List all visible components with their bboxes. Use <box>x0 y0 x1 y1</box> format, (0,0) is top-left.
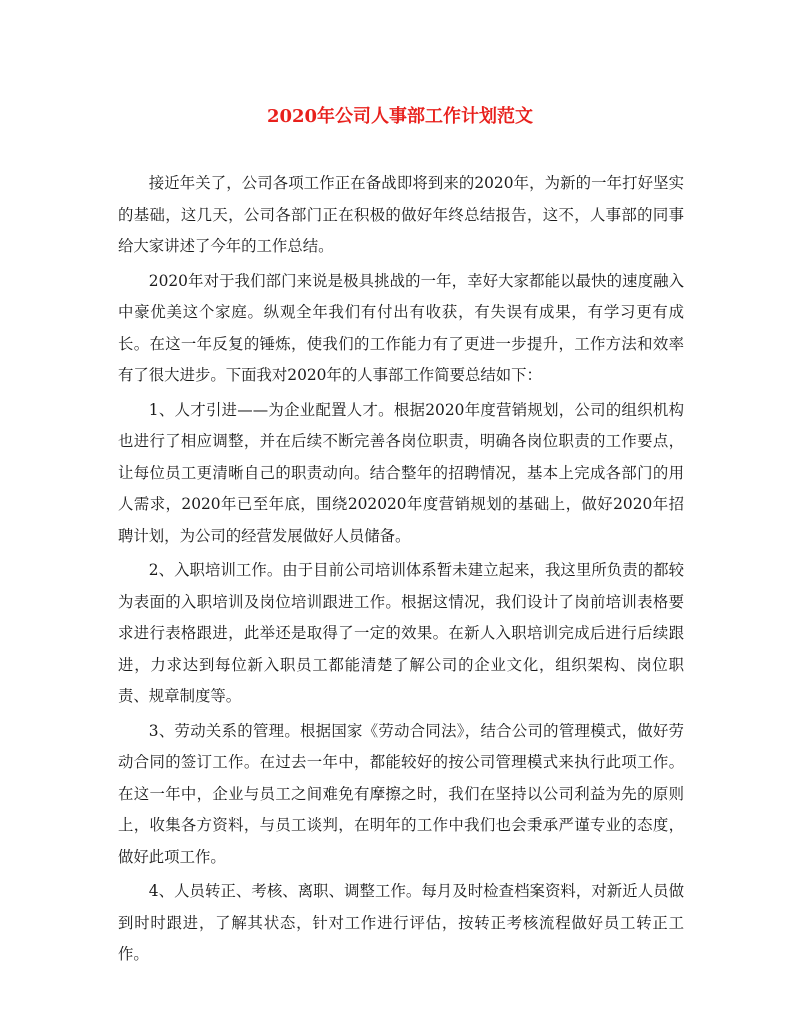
paragraph-intro: 接近年关了，公司各项工作正在备战即将到来的2020年，为新的一年打好坚实的基础，这几天，公司各部门正在积极的做好年终总结报告，这不，人事部的同事给大家讲述了今年的工作总结。 <box>118 174 684 255</box>
paragraph-overview: 2020年对于我们部门来说是极具挑战的一年，幸好大家都能以最快的速度融入中豪优美这个家庭。纵观全年我们有付出有收获，有失误有成果，有学习更有成长。在这一年反复的锤炼，使我们的工作能力有了更进一步提升，工作方法和效率有了很大进步。下面我对2020年的人事部工作简要总结如下： <box>118 271 684 384</box>
paragraph-talent-recruitment: 1、人才引进——为企业配置人才。根据2020年度营销规划，公司的组织机构也进行了相应调整，并在后续不断完善各岗位职责，明确各岗位职责的工作要点，让每位员工更清晰自己的职责动向。结合整年的招聘情况，基本上完成各部门的用人需求，2020年已至年底，围绕202020年度营销规划的基础上，做好2020年招聘计划，为公司的经营发展做好人员储备。 <box>118 400 684 545</box>
paragraph-staff-regularization: 4、人员转正、考核、离职、调整工作。每月及时检查档案资料，对新近人员做到时时跟进，了解其状态，针对工作进行评估，按转正考核流程做好员工转正工作。 <box>118 882 684 963</box>
paragraph-onboarding-training: 2、入职培训工作。由于目前公司培训体系暂未建立起来，我这里所负责的都较为表面的入职培训及岗位培训跟进工作。根据这情况，我们设计了岗前培训表格要求进行表格跟进，此举还是取得了一定的效果。在新人入职培训完成后进行后续跟进，力求达到每位新入职员工都能清楚了解公司的企业文化，组织架构、岗位职责、规章制度等。 <box>118 561 684 705</box>
document-body <box>118 168 684 974</box>
paragraph-labor-relations: 3、劳动关系的管理。根据国家《劳动合同法》，结合公司的管理模式，做好劳动合同的签订工作。在过去一年中，都能较好的按公司管理模式来执行此项工作。在这一年中，企业与员工之间难免有摩擦之时，我们在坚持以公司利益为先的原则上，收集各方资料，与员工谈判，在明年的工作中我们也会秉承严谨专业的态度，做好此项工作。 <box>118 721 684 866</box>
document-title: 2020年公司人事部工作计划范文 <box>266 106 534 127</box>
